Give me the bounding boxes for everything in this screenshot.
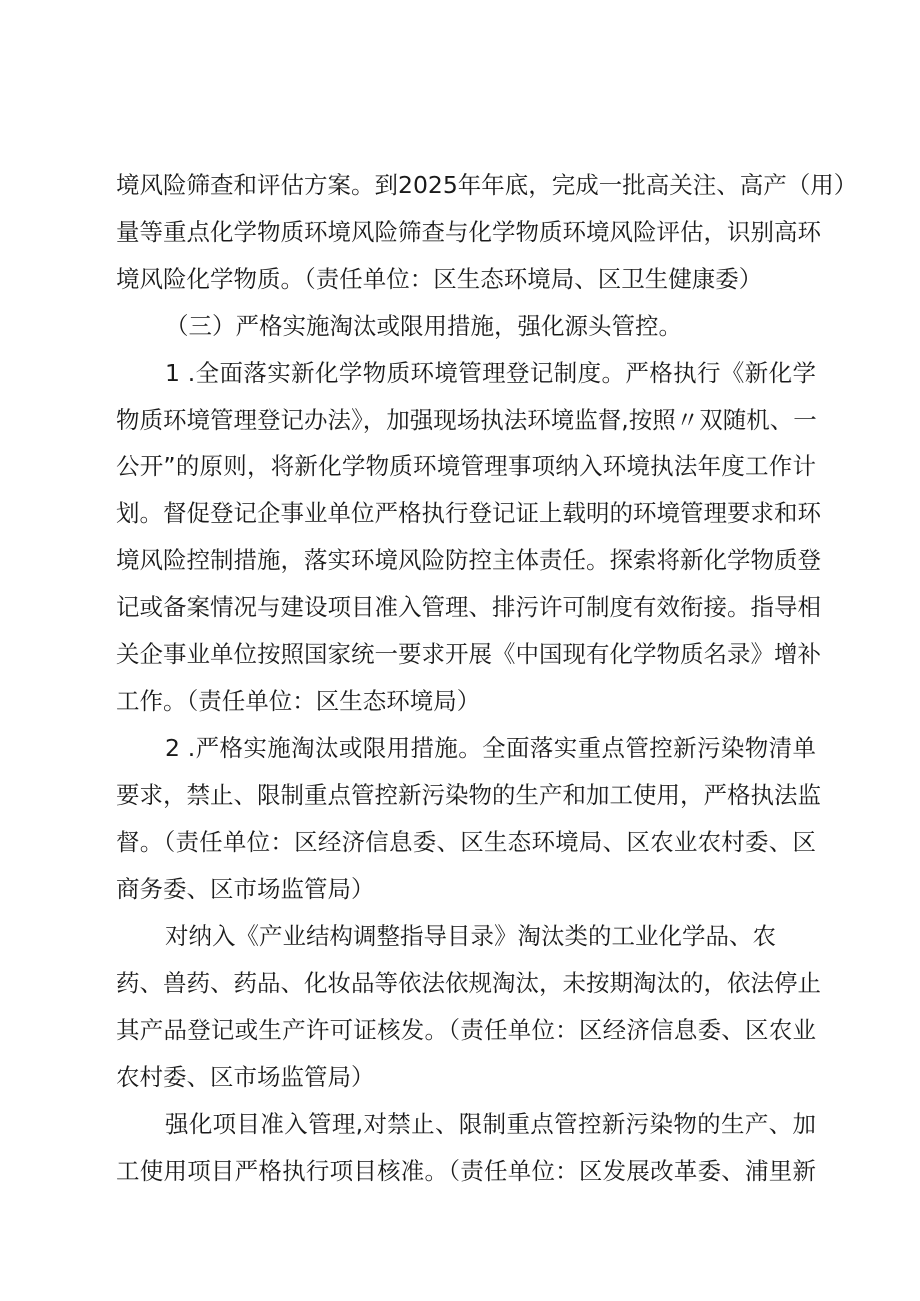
text-line: 药、兽药、药品、化妆品等依法依规淘汰，未按期淘汰的，依法停止 — [116, 969, 821, 997]
text-line: 关企事业单位按照国家统一要求开展《中国现有化学物质名录》增补 — [116, 640, 821, 668]
text-line: 督。（责任单位：区经济信息委、区生态环境局、区农业农村委、区 — [116, 828, 816, 856]
text-line: 工使用项目严格执行项目核准。（责任单位：区发展改革委、浦里新 — [116, 1157, 816, 1185]
text-line: 境风险控制措施，落实环境风险防控主体责任。探索将新化学物质登 — [116, 546, 821, 574]
text-line: 划。督促登记企事业单位严格执行登记证上载明的环境管理要求和环 — [116, 499, 821, 527]
text-line: 境风险筛查和评估方案。到2025年年底，完成一批高关注、高产（用） — [116, 171, 858, 199]
text-line: 商务委、区市场监管局） — [116, 875, 375, 903]
text-line: 公开”的原则，将新化学物质环境管理事项纳入环境执法年度工作计 — [116, 452, 816, 480]
text-line: 量等重点化学物质环境风险筛查与化学物质环境风险评估，识别高环 — [116, 218, 821, 246]
item-heading: 1 .全面落实新化学物质环境管理登记制度。严格执行《新化学 — [165, 359, 816, 387]
text-line: 境风险化学物质。（责任单位：区生态环境局、区卫生健康委） — [116, 265, 763, 293]
text-line: 物质环境管理登记办法》，加强现场执法环境监督,按照〃双随机、一 — [116, 406, 817, 434]
text-line: 对纳入《产业结构调整指导目录》淘汰类的工业化学品、农 — [165, 922, 776, 950]
item-heading: 2 .严格实施淘汰或限用措施。全面落实重点管控新污染物清单 — [165, 734, 816, 762]
text-line: 强化项目准入管理,对禁止、限制重点管控新污染物的生产、加 — [165, 1110, 816, 1138]
text-line: 工作。（责任单位：区生态环境局） — [116, 687, 481, 715]
section-heading: （三）严格实施淘汰或限用措施，强化源头管控。 — [165, 312, 682, 340]
text-line: 记或备案情况与建设项目准入管理、排污许可制度有效衔接。指导相 — [116, 593, 821, 621]
text-line: 其产品登记或生产许可证核发。（责任单位：区经济信息委、区农业 — [116, 1016, 816, 1044]
text-line: 农村委、区市场监管局） — [116, 1063, 375, 1091]
text-line: 要求，禁止、限制重点管控新污染物的生产和加工使用，严格执法监 — [116, 781, 821, 809]
